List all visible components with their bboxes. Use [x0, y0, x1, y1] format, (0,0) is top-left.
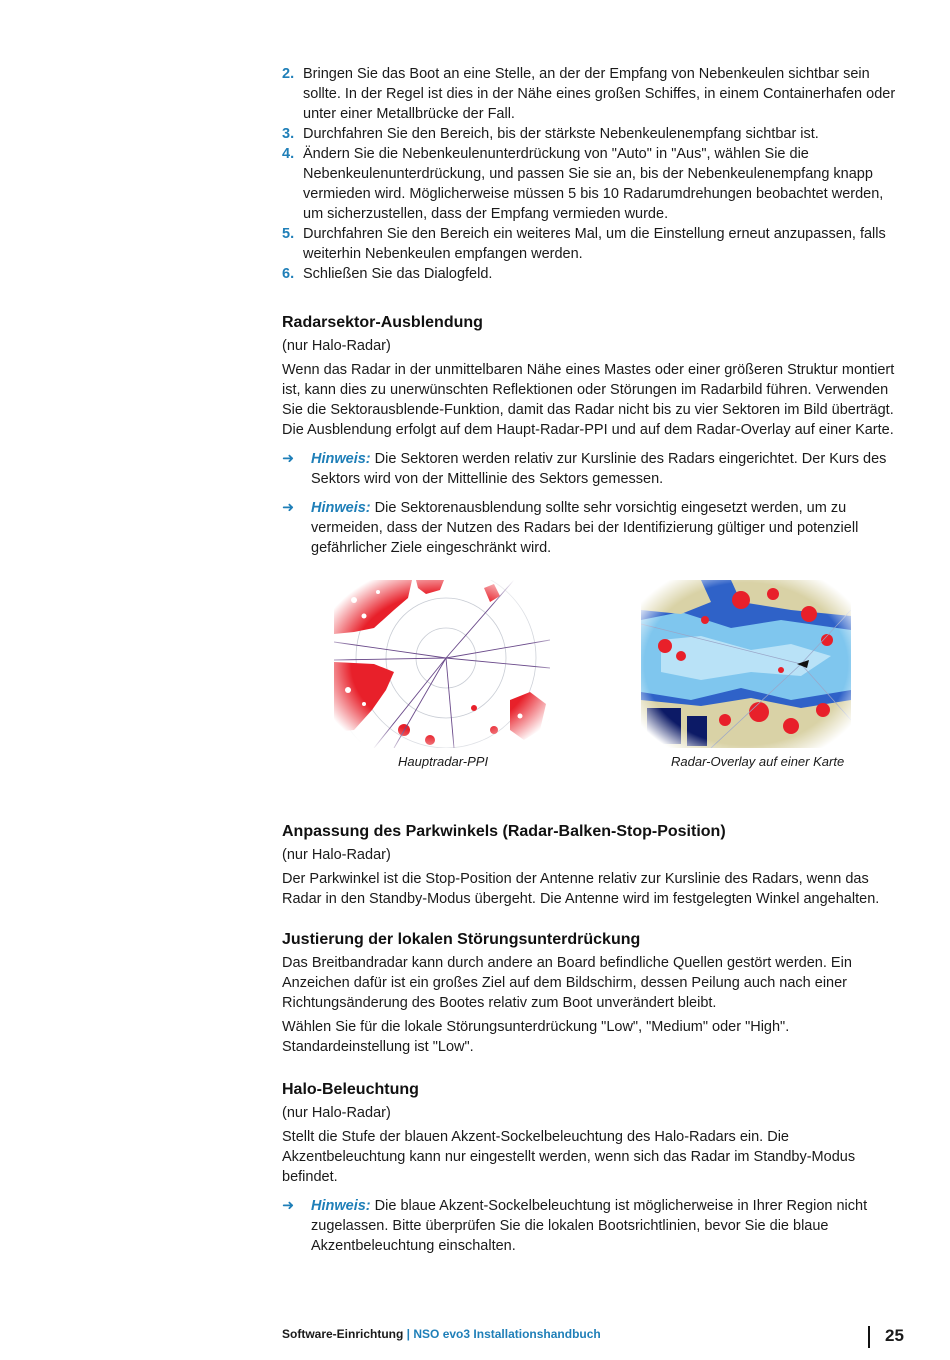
list-item	[282, 64, 902, 124]
step-number: 3.	[282, 126, 295, 142]
step-number: 5.	[282, 226, 295, 242]
section-subtitle: (nur Halo-Radar)	[282, 847, 391, 863]
note-text: Die Sektoren werden relativ zur Kurslinie des Radars eingerichtet. Der Kurs des Sektors wird von der Mittellinie des Sektors gemessen.	[311, 451, 887, 487]
page-number: 25	[885, 1326, 904, 1345]
footer-divider	[868, 1326, 870, 1348]
footer-separator: |	[403, 1327, 414, 1341]
arrow-right-icon: ➜	[282, 451, 295, 467]
section-subtitle: (nur Halo-Radar)	[282, 1105, 391, 1121]
footer-manual-title: NSO evo3 Installationshandbuch	[413, 1327, 601, 1341]
step-list	[282, 64, 902, 284]
arrow-right-icon: ➜	[282, 1198, 295, 1214]
note-label: Hinweis:	[311, 500, 371, 516]
section-subtitle: (nur Halo-Radar)	[282, 338, 391, 354]
list-item	[282, 264, 902, 284]
section-title-sector-blanking: Radarsektor-Ausblendung	[282, 314, 483, 331]
step-text: Bringen Sie das Boot an eine Stelle, an der der Empfang von Nebenkeulen sichtbar sein sollte. In der Regel ist dies in der Nähe eines großen Schiffes, in einem Containerhafen oder unter einer Metallbrücke der Fall.	[303, 66, 896, 122]
note-label: Hinweis:	[311, 451, 371, 467]
footer-chapter: Software-Einrichtung	[282, 1327, 404, 1341]
section-body: Wählen Sie für die lokale Störungsunterdrückung "Low", "Medium" oder "High". Standardeinstellung ist "Low".	[282, 1019, 790, 1055]
note-text: Die Sektorenausblendung sollte sehr vorsichtig eingesetzt werden, um zu vermeiden, dass der Nutzen des Radars bei der Identifizierung gültiger und potenziell gefährlicher Ziele eingeschränkt wird.	[311, 500, 859, 556]
note-text: Die blaue Akzent-Sockelbeleuchtung ist möglicherweise in Ihrer Region nicht zugelassen. Bitte überprüfen Sie die lokalen Bootsrichtlinien, bevor Sie die blaue Akzentbeleuchtung einschalten.	[311, 1198, 868, 1254]
section-body: Stellt die Stufe der blauen Akzent-Sockelbeleuchtung des Halo-Radars ein. Die Akzentbeleuchtung kann nur eingestellt werden, wenn sich das Radar im Standby-Modus befindet.	[282, 1129, 856, 1185]
figure-caption: Radar-Overlay auf einer Karte	[671, 754, 845, 769]
note	[282, 498, 902, 558]
step-number: 4.	[282, 146, 295, 162]
section-body: Wenn das Radar in der unmittelbaren Nähe eines Mastes oder einer größeren Struktur montiert ist, kann dies zu unerwünschten Reflektionen oder Störungen im Radarbild führen. Verwenden Sie die Sektorausblende-Funktion, damit das Radar nicht bis zu vier Sektoren im Bild überträgt. Die Ausblendung erfolgt auf dem Haupt-Radar-PPI und auf dem Radar-Overlay auf einer Karte.	[282, 362, 895, 438]
section-title-local-interference: Justierung der lokalen Störungsunterdrückung	[282, 931, 641, 948]
step-text: Ändern Sie die Nebenkeulenunterdrückung von "Auto" in "Aus", wählen Sie die Nebenkeulenunterdrückung, und passen Sie sie an, bis der Nebenkeulenempfang knapp vermieden wird. Möglicherweise müssen 5 bis 10 Radarumdrehungen beobachtet werden, um sicherzustellen, dass der Empfang vermieden wurde.	[303, 146, 884, 222]
page-content	[282, 64, 902, 1256]
figure-row	[282, 580, 902, 780]
section-body: Der Parkwinkel ist die Stop-Position der Antenne relativ zur Kurslinie des Radars, wenn das Radar in den Standby-Modus übergeht. Die Antenne wird im festgelegten Winkel angehalten.	[282, 871, 880, 907]
note	[282, 1196, 902, 1256]
figure-caption: Hauptradar-PPI	[398, 754, 489, 769]
radar-overlay-chart-image	[641, 580, 851, 748]
section-title-halo-light: Halo-Beleuchtung	[282, 1081, 419, 1098]
arrow-right-icon: ➜	[282, 500, 295, 516]
list-item	[282, 144, 902, 224]
step-text: Schließen Sie das Dialogfeld.	[303, 266, 493, 282]
step-text: Durchfahren Sie den Bereich, bis der stärkste Nebenkeulenempfang sichtbar ist.	[303, 126, 819, 142]
note	[282, 449, 902, 489]
step-number: 6.	[282, 266, 295, 282]
radar-ppi-image	[334, 580, 550, 748]
note-label: Hinweis:	[311, 1198, 371, 1214]
list-item	[282, 224, 902, 264]
step-number: 2.	[282, 66, 295, 82]
section-title-park-angle: Anpassung des Parkwinkels (Radar-Balken-Stop-Position)	[282, 823, 726, 840]
section-body: Das Breitbandradar kann durch andere an Board befindliche Quellen gestört werden. Ein Anzeichen dafür ist ein großes Ziel auf dem Bildschirm, dessen Peilung auch nach einer Richtungsänderung des Bootes relativ zum Boot unverändert bleibt.	[282, 955, 852, 1011]
list-item	[282, 124, 902, 144]
step-text: Durchfahren Sie den Bereich ein weiteres Mal, um die Einstellung erneut anzupassen, falls weiterhin Nebenkeulen empfangen werden.	[303, 226, 886, 262]
page-footer	[282, 1327, 601, 1341]
